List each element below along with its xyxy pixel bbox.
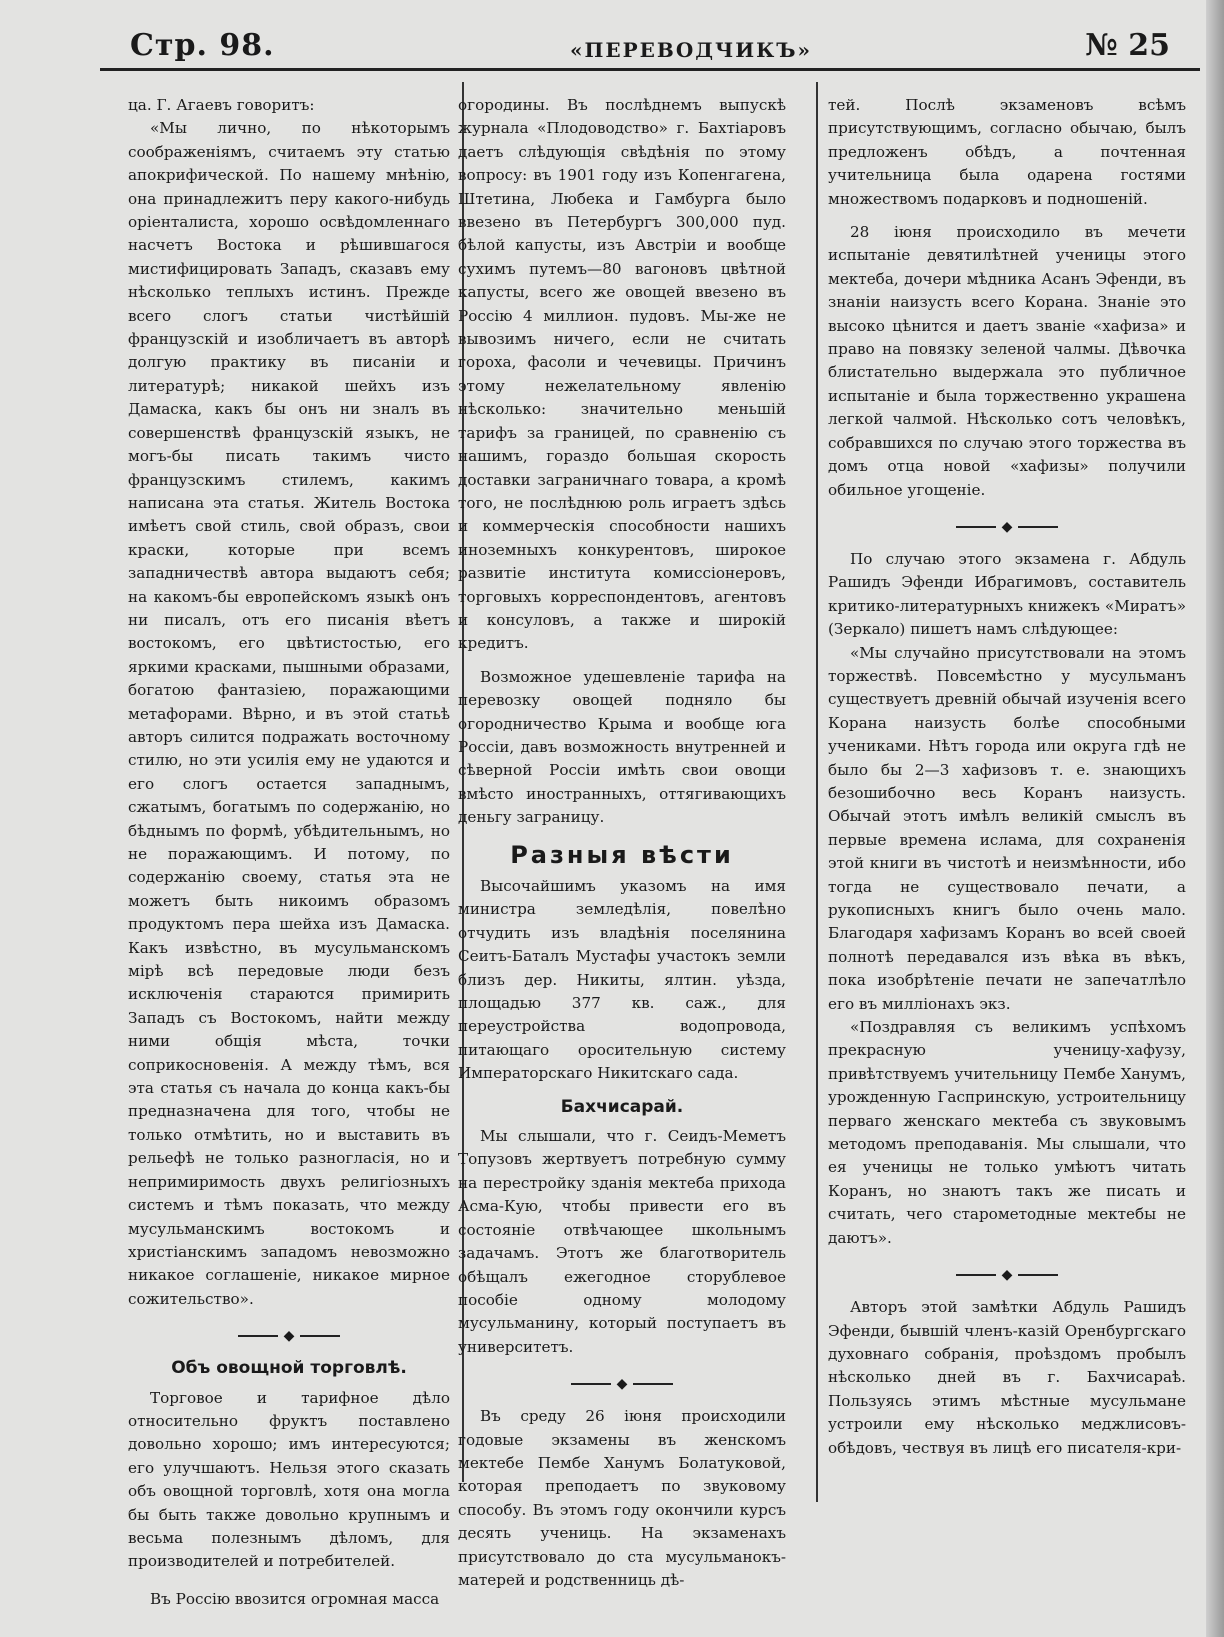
paragraph: Въ среду 26 іюня происходили годовые экзамены въ женскомъ мектебе Пембе Ханумъ Болатуковой, которая преподаетъ по звуковому способу. Въ этомъ году окончили курсъ десять учениць. На экзаменахъ присутствовало до ста мусульманокъ-матерей и родственниць дѣ- (458, 1407, 786, 1589)
paragraph: тей. Послѣ экзаменовъ всѣмъ присутствующимъ, согласно обычаю, былъ предложенъ обѣдъ, а почтенная учительница была одарена гостями множествомъ подарковъ и подношеній. (828, 96, 1186, 208)
page-header (100, 20, 1200, 76)
section-separator: ◆ (828, 1264, 1186, 1286)
page-number-label: Стр. 98. (130, 28, 275, 63)
newspaper-title: «ПЕРЕВОДЧИКЪ» (570, 38, 813, 62)
issue-number: № 25 (1085, 28, 1170, 63)
paragraph: ца. Г. Агаевъ говоритъ: (128, 96, 315, 114)
article-subheading: Бахчисарай. (560, 1096, 684, 1117)
paragraph: Въ Россію ввозится огромная масса (150, 1589, 440, 1608)
section-separator: ◆ (828, 516, 1186, 538)
paragraph: Торговое и тарифное дѣло относительно фруктъ поставлено довольно хорошо; имъ интересуются; его улучшаютъ. Нельзя этого сказать объ овощной торговлѣ, хотя она могла бы быть также довольно крупнымъ и весьма полезнымъ дѣломъ, для производителей и потребителей. (128, 1388, 450, 1571)
paragraph: Возможное удешевленіе тарифа на перевозку овощей подняло бы огородничество Крыма и вообще юга Россіи, давъ возможность внутренней и сѣверной Россіи имѣть свои овощи вмѣсто иностранныхъ, оттягивающихъ деньгу заграницу. (458, 667, 786, 827)
page-edge-shadow (1206, 0, 1224, 1637)
paragraph: По случаю этого экзамена г. Абдуль Рашидъ Эфенди Ибрагимовъ, составитель критико-литературныхъ книжекъ «Миратъ» (Зеркало) пишетъ намъ слѣдующее: (828, 549, 1186, 639)
paragraph: «Мы лично, по нѣкоторымъ соображеніямъ, считаемъ эту статью апокрифической. По нашему мнѣнію, она принадлежитъ перу какого-нибудь оріенталиста, хорошо освѣдомленнаго насчетъ Востока и рѣшившагося мистифицировать Западъ, сказавъ ему нѣсколько теплыхъ истинъ. Прежде всего слогъ статьи чистѣйшій французскій и изобличаетъ въ авторѣ долгую практику въ писаніи и литературѣ; никакой шейхъ изъ Дамаска, какъ бы онъ ни зналъ въ совершенствѣ французскій языкъ, не могъ-бы писать такимъ чисто французскимъ стилемъ, какимъ написана эта статья. Житель Востока имѣетъ свой стиль, свой образъ, свои краски, которые при всемъ западничествѣ автора выдаютъ себя; на какомъ-бы европейскомъ языкѣ онъ ни писалъ, отъ его писанія вѣетъ востокомъ, его цвѣтистостью, его яркими красками, пышными образами, богатою фантазіею, поражающими метафорами. Вѣрно, и въ этой статьѣ авторъ силится подражать восточному стилю, но эти усилія ему не удаются и его слогъ остается западнымъ, сжатымъ, богатымъ по содержанію, но бѣднымъ по формѣ, убѣдительнымъ, но не поражающимъ. И потому, по содержанію своему, статья эта не можетъ быть никоимъ образомъ продуктомъ пера шейха изъ Дамаска. Какъ извѣстно, въ мусульманскомъ мірѣ всѣ передовые люди безъ исключенія стараются примирить Западъ съ Востокомъ, найти между ними общія мѣста, точки соприкосновенія. А между тѣмъ, вся эта статья съ начала до конца какъ-бы предназначена для того, чтобы не только отмѣтить, но и выставить въ рельефѣ не только разногласія, но и непримиримость двухъ религіозныхъ системъ и тѣмъ показать, что между мусульманскимъ востокомъ и христіанскимъ западомъ невозможно никакое соглашеніе, никакое мирное сожительство». (128, 119, 450, 1308)
paragraph: 28 іюня происходило въ мечети испытаніе девятилѣтней ученицы этого мектеба, дочери мѣдника Асанъ Эфенди, въ знаніи наизусть всего Корана. Знаніе это высоко цѣнится и даетъ званіе «хафиза» и право на повязку зеленой чалмы. Дѣвочка блистательно выдержала это публичное испытаніе и была торжественно украшена легкой чалмой. Нѣсколько сотъ человѣкъ, собравшихся по случаю этого торжества въ домъ отца новой «хафизы» получили обильное угощеніе. (828, 223, 1186, 499)
header-rule (100, 68, 1200, 71)
section-separator: ◆ (128, 1325, 450, 1347)
column-3 (828, 94, 1186, 1460)
column-1 (128, 94, 450, 1611)
paragraph: Авторъ этой замѣтки Абдуль Рашидъ Эфенди, бывшій членъ-казій Оренбургскаго духовнаго собранія, проѣздомъ пробылъ нѣсколько дней въ г. Бахчисараѣ. Пользуясь этимъ мѣстные мусульмане устроили ему нѣсколько меджлисовъ-обѣдовъ, чествуя въ лицѣ его писателя-кри- (828, 1298, 1186, 1457)
section-separator: ◆ (458, 1373, 786, 1395)
paragraph: огородины. Въ послѣднемъ выпускѣ журнала «Плодоводство» г. Бахтіаровъ даетъ слѣдующія свѣдѣнія по этому вопросу: въ 1901 году изъ Копенгагена, Штетина, Любека и Гамбурга было ввезено въ Петербургъ 300,000 пуд. бѣлой капусты, изъ Австріи и вообще сухимъ путемъ—80 вагоновъ цвѣтной капусты, всего же овощей ввезено въ Россію 4 миллион. пудовъ. Мы-же не вывозимъ ничего, если не считать гороха, фасоли и чечевицы. Причинъ этому нежелательному явленію нѣсколько: значительно меньшій тарифъ за границей, по сравненію съ нашимъ, гораздо большая скорость доставки заграничнаго товара, а кромѣ того, не послѣднюю роль играетъ здѣсь и коммерческія способности нашихъ иноземныхъ конкурентовъ, широкое развитіе института комиссіонеровъ, торговыхъ корреспондентовъ, агентовъ и консуловъ, а также и широкій кредитъ. (458, 96, 786, 653)
column-2 (458, 94, 786, 1592)
paragraph: «Поздравляя съ великимъ успѣхомъ прекрасную ученицу-хафузу, привѣтствуемъ учительницу Пембе Ханумъ, урожденную Гаспринскую, устроительницу перваго женскаго мектеба съ звуковымъ методомъ преподаванія. Мы слышали, что ея ученицы не только умѣютъ читать Коранъ, но знаютъ такъ же писать и считать, чего старометодные мектебы не даютъ». (828, 1018, 1186, 1247)
section-heading: Разныя вѣсти (510, 840, 734, 869)
column-divider (816, 82, 818, 1502)
article-heading: Объ овощной торговлѣ. (171, 1358, 407, 1379)
paragraph: Мы слышали, что г. Сеидъ-Меметъ Топузовъ жертвуетъ потребную сумму на перестройку зданія мектеба прихода Асма-Кую, чтобы привести его въ состояніе отвѣчающее школьнымъ задачамъ. Этотъ же благотворитель обѣщалъ ежегодное сторублевое пособіе одному молодому мусульманину, который поступаетъ въ университетъ. (458, 1127, 786, 1356)
paragraph: «Мы случайно присутствовали на этомъ торжествѣ. Повсемѣстно у мусульманъ существуетъ древній обычай изученія всего Корана наизусть болѣе способными учениками. Нѣтъ города или округа гдѣ не было бы 2—3 хафизовъ т. е. знающихъ безошибочно весь Коранъ наизусть. Обычай этотъ имѣлъ великій смыслъ въ первые времена ислама, для сохраненія этой книги въ чистотѣ и неизмѣнности, ибо тогда не существовало печати, а рукописныхъ книгъ было очень мало. Благодаря хафизамъ Коранъ во всей своей полнотѣ передавался изъ вѣка въ вѣкъ, пока изобрѣтеніе печати не запечатлѣло его въ милліонахъ экз. (828, 643, 1186, 1013)
paragraph: Высочайшимъ указомъ на имя министра земледѣлія, повелѣно отчудить изъ владѣнія поселянина Сеитъ-Баталъ Мустафы участокъ земли близъ дер. Никиты, ялтин. уѣзда, площадью 377 кв. саж., для переустройства водопровода, питающаго оросительную систему Императорскаго Никитскаго сада. (458, 877, 786, 1083)
